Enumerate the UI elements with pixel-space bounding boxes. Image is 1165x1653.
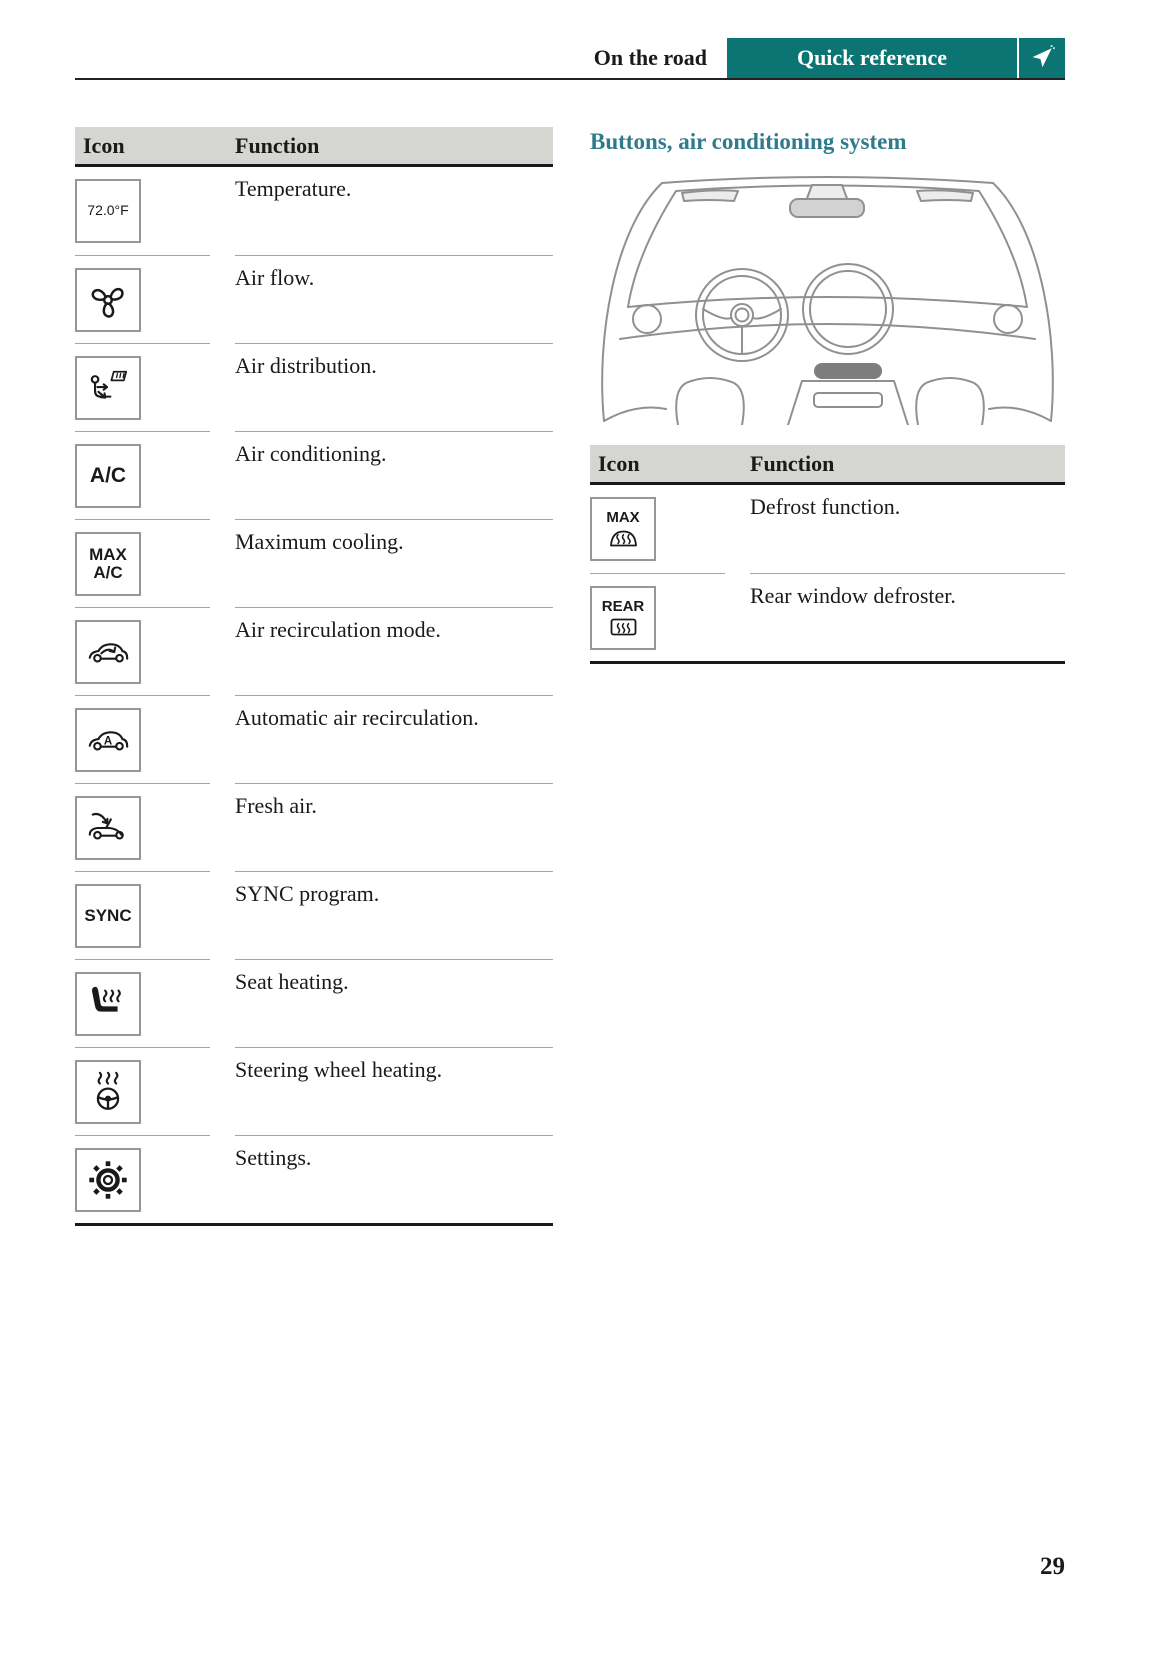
max-defrost-button-icon: MAX — [590, 497, 656, 561]
icon-cell — [75, 431, 210, 519]
function-text: Seat heating. — [235, 969, 349, 994]
icon-function-table-left — [75, 127, 553, 1226]
page-number: 29 — [1040, 1553, 1065, 1580]
icon-cell — [75, 959, 210, 1047]
table-row — [590, 485, 1065, 573]
icon-cell — [590, 573, 725, 661]
max-ac-button-icon: MAX A/C — [75, 532, 141, 596]
table-body — [75, 167, 553, 1226]
function-cell — [750, 573, 1065, 661]
table-row — [75, 431, 553, 519]
table-row — [590, 573, 1065, 661]
function-text: Defrost function. — [750, 494, 901, 519]
function-text: Air distribution. — [235, 353, 377, 378]
car-interior-drawing — [590, 169, 1065, 425]
table-row — [75, 871, 553, 959]
icon-cell — [75, 255, 210, 343]
rear-defroster-button-icon: REAR — [590, 586, 656, 650]
tab-label: Quick reference — [796, 45, 948, 70]
table-row — [75, 1135, 553, 1223]
table-row — [75, 255, 553, 343]
function-text: Automatic air recirculation. — [235, 705, 479, 730]
sync-button-icon: SYNC — [75, 884, 141, 948]
function-text: SYNC program. — [235, 881, 380, 906]
icon-cell — [75, 343, 210, 431]
icon-cell — [75, 871, 210, 959]
table-row — [75, 1047, 553, 1135]
function-cell — [235, 519, 553, 607]
tab-quick-reference[interactable] — [727, 38, 1017, 78]
header-spacer — [75, 38, 594, 78]
ac-button-icon: A/C — [75, 444, 141, 508]
air-conditioning-section — [590, 127, 1065, 664]
icon-cell — [75, 167, 210, 255]
function-cell — [235, 431, 553, 519]
section-label: On the road — [593, 45, 707, 70]
function-cell — [235, 167, 553, 255]
temperature-button-icon: 72.0°F — [75, 179, 141, 243]
icon-cell — [590, 485, 725, 573]
cursor-icon — [1029, 45, 1055, 71]
function-text: Air flow. — [235, 265, 315, 290]
function-text: Air recirculation mode. — [235, 617, 441, 642]
section-heading: Buttons, air conditioning system — [590, 129, 907, 154]
column-header-icon: Icon — [598, 450, 640, 476]
air-recirculation-icon — [75, 620, 141, 684]
table-row — [75, 959, 553, 1047]
dashboard-illustration — [590, 169, 1065, 425]
function-cell — [235, 695, 553, 783]
column-header-function: Function — [750, 450, 835, 476]
function-text: Settings. — [235, 1145, 312, 1170]
settings-gear-icon — [75, 1148, 141, 1212]
table-row — [75, 607, 553, 695]
table-row — [75, 519, 553, 607]
function-cell — [235, 343, 553, 431]
function-text: Rear window defroster. — [750, 583, 956, 608]
table-row — [75, 167, 553, 255]
fan-icon — [75, 268, 141, 332]
table-row — [75, 343, 553, 431]
icon-cell — [75, 1135, 210, 1223]
seat-heating-icon — [75, 972, 141, 1036]
function-cell — [235, 1047, 553, 1135]
function-cell — [235, 871, 553, 959]
column-header-function: Function — [235, 132, 320, 158]
function-cell — [235, 1135, 553, 1223]
steering-wheel-heating-icon — [75, 1060, 141, 1124]
function-cell — [235, 255, 553, 343]
function-cell — [235, 607, 553, 695]
table-header — [590, 445, 1065, 485]
function-text: Maximum cooling. — [235, 529, 404, 554]
function-text: Air conditioning. — [235, 441, 387, 466]
table-row — [75, 695, 553, 783]
air-distribution-icon — [75, 356, 141, 420]
function-cell — [235, 959, 553, 1047]
svg-text:A: A — [103, 735, 113, 748]
table-header — [75, 127, 553, 167]
icon-cell — [75, 1047, 210, 1135]
table-body — [590, 485, 1065, 664]
icon-cell — [75, 783, 210, 871]
function-text: Fresh air. — [235, 793, 317, 818]
function-cell — [235, 783, 553, 871]
function-text: Temperature. — [235, 176, 352, 201]
icon-cell — [75, 519, 210, 607]
icon-cell — [75, 607, 210, 695]
function-cell — [750, 485, 1065, 573]
table-row — [75, 783, 553, 871]
fresh-air-icon — [75, 796, 141, 860]
page-header — [75, 38, 1065, 80]
quick-reference-cursor-button[interactable] — [1019, 38, 1065, 78]
function-text: Steering wheel heating. — [235, 1057, 443, 1082]
column-header-icon: Icon — [83, 132, 125, 158]
auto-air-recirculation-icon — [75, 708, 141, 772]
icon-cell — [75, 695, 210, 783]
